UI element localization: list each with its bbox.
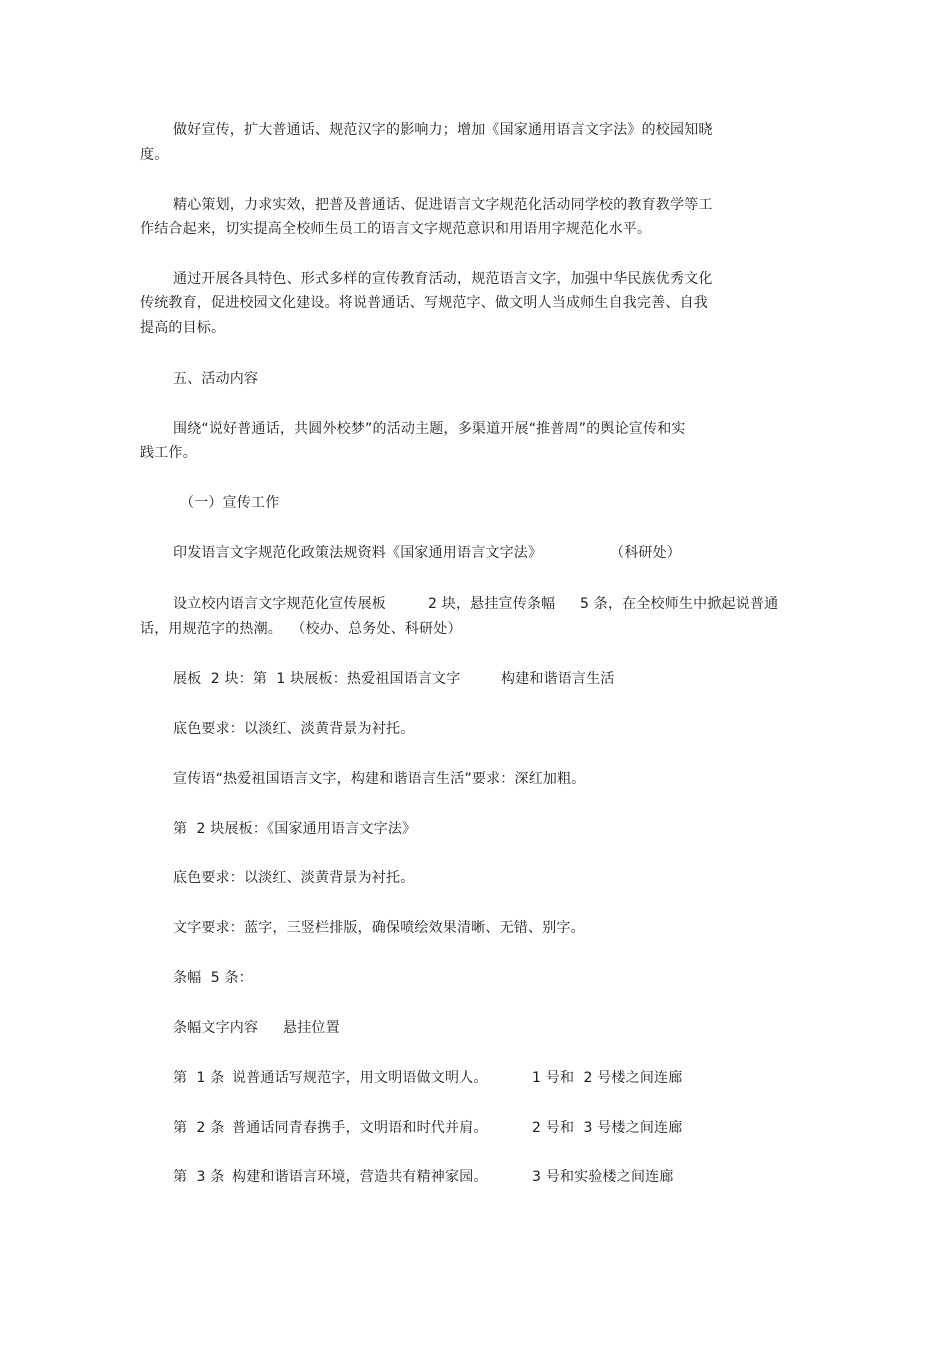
banner-header-position: 悬挂位置 [283,1020,340,1036]
paragraph-2-line-1: 精心策划，力求实效，把普及普通话、促进语言文字规范化活动同学校的教育教学等工 [173,197,713,213]
banner-row-1-location: 1 号和 2 号楼之间连廊 [532,1070,683,1086]
paragraph-5-text: 印发语言文字规范化政策法规资料《国家通用语言文字法》 [173,545,543,561]
paragraph-6-part-b: 2 块，悬挂宣传条幅 [428,596,556,612]
banner-row-2-text: 普通话同青春携手，文明语和时代并肩。 [232,1120,488,1136]
paragraph-3-line-2: 传统教育，促进校园文化建设。将说普通话、写规范字、做文明人当成师生自我完善、自我 [140,295,708,311]
paragraph-1-line-1: 做好宣传，扩大普通话、规范汉字的影响力；增加《国家通用语言文字法》的校园知晓 [173,122,713,138]
paragraph-3-line-3: 提高的目标。 [140,320,226,336]
paragraph-7-part-b: 构建和谐语言生活 [501,671,615,687]
paragraph-10: 第 2 块展板：《国家通用语言文字法》 [173,821,417,837]
paragraph-8: 底色要求：以淡红、淡黄背景为衬托。 [173,721,415,737]
paragraph-11: 底色要求：以淡红、淡黄背景为衬托。 [173,870,415,886]
paragraph-6-part-a: 设立校内语言文字规范化宣传展板 [173,596,386,612]
section-5-heading: 五、活动内容 [173,371,259,387]
paragraph-7-part-a: 展板 2 块：第 1 块展板：热爱祖国语言文字 [173,671,461,687]
subsection-1-heading: （一）宣传工作 [180,495,280,511]
banner-row-1-text: 说普通话写规范字，用文明语做文明人。 [232,1070,488,1086]
paragraph-4-line-1: 围绕“说好普通话，共圆外校梦”的活动主题，多渠道开展“推普周”的舆论宣传和实 [173,421,686,437]
paragraph-6-part-c: 5 条，在全校师生中掀起说普通 [580,596,779,612]
banner-header-content: 条幅文字内容 [173,1020,259,1036]
banner-row-3-number: 第 3 条 [173,1169,225,1185]
paragraph-12: 文字要求：蓝字，三竖栏排版，确保喷绘效果清晰、无错、别字。 [173,920,585,936]
banner-row-2-number: 第 2 条 [173,1120,225,1136]
paragraph-3-line-1: 通过开展各具特色、形式多样的宣传教育活动，规范语言文字，加强中华民族优秀文化 [173,271,713,287]
banner-row-3-location: 3 号和实验楼之间连廊 [532,1169,674,1185]
paragraph-5-department: （科研处） [610,545,681,561]
paragraph-1-line-2: 度。 [140,147,169,163]
paragraph-9: 宣传语“热爱祖国语言文字，构建和谐语言生活”要求：深红加粗。 [173,771,586,787]
paragraph-2-line-2: 作结合起来，切实提高全校师生员工的语言文字规范意识和用语用字规范化水平。 [140,221,652,237]
paragraph-4-line-2: 践工作。 [140,445,197,461]
banner-row-1-number: 第 1 条 [173,1070,225,1086]
banner-row-3-text: 构建和谐语言环境，营造共有精神家园。 [232,1169,488,1185]
paragraph-13: 条幅 5 条： [173,970,253,986]
paragraph-6-line-2: 话，用规范字的热潮。 （校办、总务处、科研处） [140,621,462,637]
banner-row-2-location: 2 号和 3 号楼之间连廊 [532,1120,683,1136]
